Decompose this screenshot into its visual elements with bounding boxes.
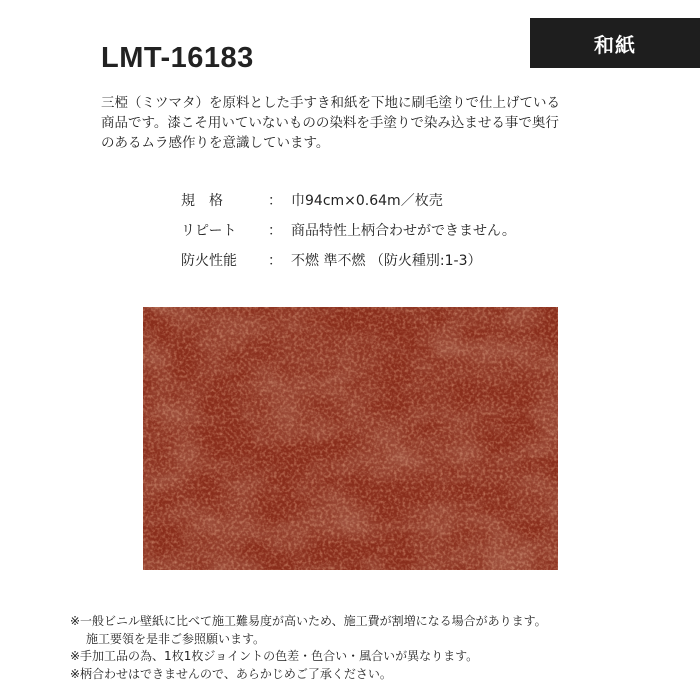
texture-swatch-image bbox=[143, 307, 558, 570]
spec-label: 防火性能 bbox=[181, 253, 237, 269]
category-badge bbox=[530, 18, 700, 68]
spec-table bbox=[181, 185, 516, 275]
description-line: 三椏（ミツマタ）を原料とした手すき和紙を下地に刷毛塗りで仕上げている bbox=[101, 95, 560, 111]
spec-row-size bbox=[181, 185, 516, 215]
spec-label: 規 格 bbox=[181, 193, 223, 209]
category-badge-label: 和紙 bbox=[594, 32, 636, 57]
product-description bbox=[101, 93, 661, 153]
swatch-texture bbox=[143, 307, 558, 570]
spec-row-repeat bbox=[181, 215, 516, 245]
spec-separator: ： bbox=[268, 253, 282, 269]
spec-value: 商品特性上柄合わせができません。 bbox=[291, 223, 516, 239]
note-line: ※柄合わせはできませんので、あらかじめご了承ください。 bbox=[70, 666, 392, 681]
note-line: 施工要領を是非ご参照願います。 bbox=[86, 631, 266, 646]
spec-separator: ： bbox=[268, 223, 282, 239]
note-line: ※手加工品の為、1枚1枚ジョイントの色差・色合い・風合いが異なります。 bbox=[70, 649, 479, 663]
note-line: ※一般ビニル壁紙に比べて施工難易度が高いため、施工費が割増になる場合があります。 bbox=[70, 614, 547, 628]
spec-value: 不燃 準不燃 （防火種別:1-3） bbox=[291, 253, 482, 269]
spec-separator: ： bbox=[268, 193, 282, 209]
notes-section bbox=[70, 613, 547, 683]
description-line: 商品です。漆こそ用いていないものの染料を手塗りで染み込ませる事で奥行 bbox=[101, 115, 559, 131]
spec-value: 巾94cm×0.64m／枚売 bbox=[291, 193, 443, 209]
spec-row-fire-rating bbox=[181, 245, 516, 275]
description-line: のあるムラ感作りを意識しています。 bbox=[101, 135, 330, 151]
spec-label: リピート bbox=[181, 223, 237, 239]
product-code-title: LMT-16183 bbox=[101, 42, 254, 74]
